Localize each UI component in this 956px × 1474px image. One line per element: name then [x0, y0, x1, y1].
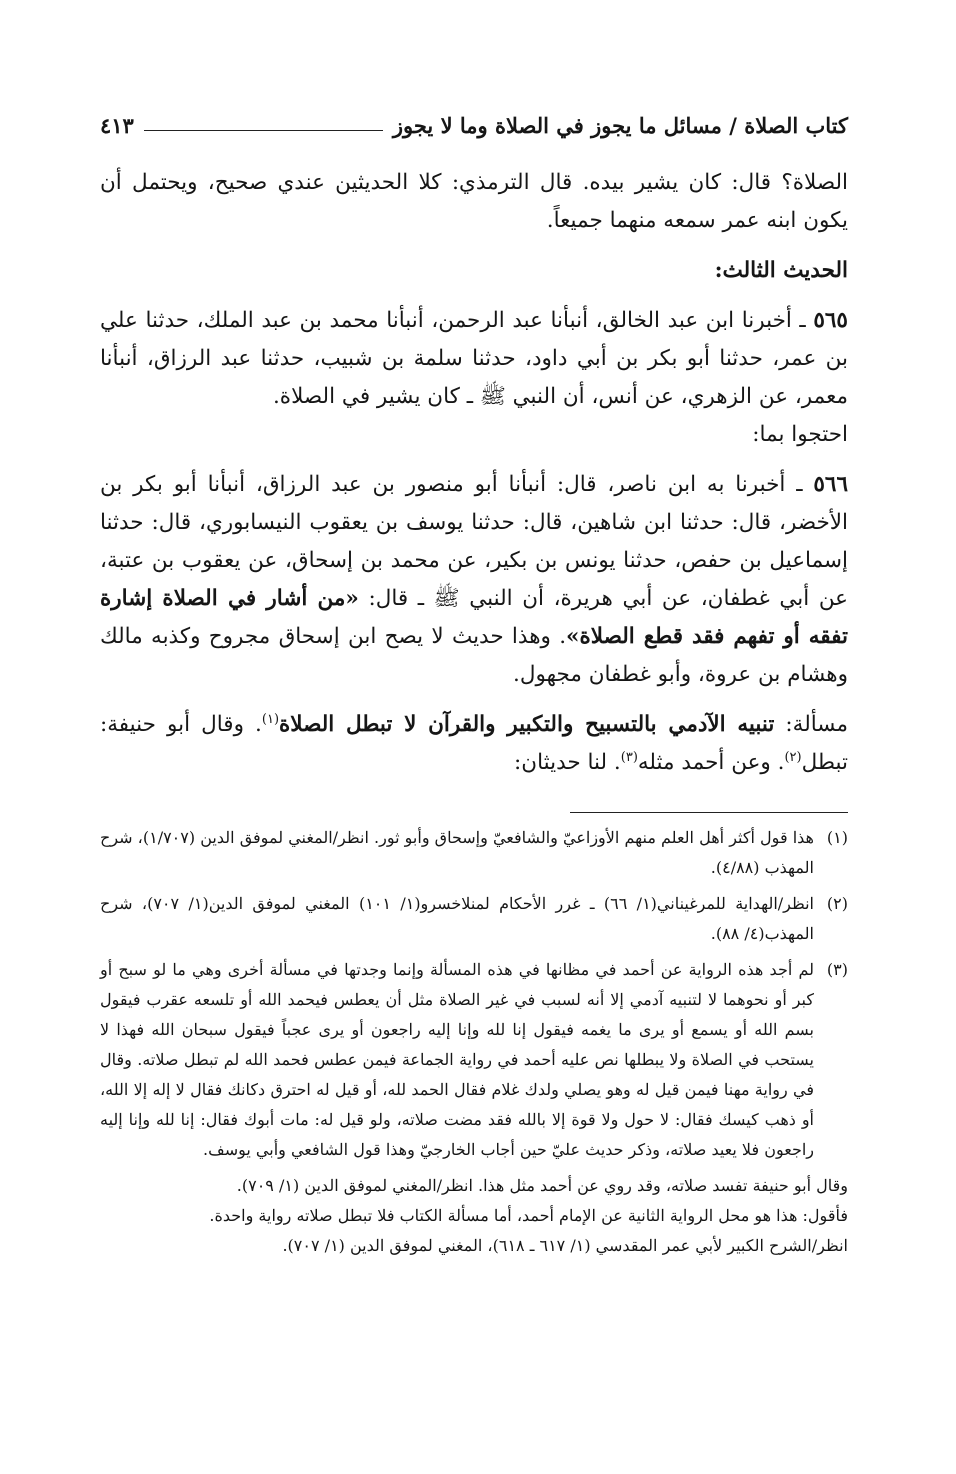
footnote-continuation: انظر/الشرح الكبير لأبي عمر المقدسي (١/ ٦١٧ ـ ٦١٨)، المغني لموفق الدين (١/ ٧٠٧).	[282, 1236, 848, 1255]
hadith-quote: «من أشار في الصلاة إشارة تفقه أو تفهم فقد قطع الصلاة»	[100, 586, 848, 649]
hadith-number: ٥٦٦	[813, 472, 849, 497]
header-title: كتاب الصلاة / مسائل ما يجوز في الصلاة وما لا يجوز	[392, 113, 848, 138]
footnote	[100, 889, 848, 949]
section-heading: الحديث الثالث:	[714, 258, 848, 283]
masala-paragraph	[100, 706, 848, 782]
ihtajju-label: احتجوا بما:	[752, 422, 848, 447]
footnote-number: (١)	[826, 828, 848, 847]
masala-text: . وقال أبو حنيفة: تبطل	[100, 712, 848, 775]
book-page	[100, 108, 848, 1261]
hadith-565	[100, 302, 848, 454]
footnote-text: هذا قول أكثر أهل العلم منهم الأوزاعيّ والشافعيّ وإسحاق وأبو ثور. انظر/المغني لموفق الدين (١/٧٠٧)، شرح المهذب (٤/٨٨).	[100, 828, 814, 877]
footnote-continuation: وقال أبو حنيفة تفسد صلاته، وقد روي عن أحمد مثل هذا. انظر/المغني لموفق الدين (١/ ٧٠٩).	[236, 1176, 848, 1195]
footnotes	[100, 823, 848, 1261]
hadith-commentary: . وهذا حديث لا يصح ابن إسحاق مجروح وكذبه مالك وهشام بن عروة، وأبو غطفان مجهول.	[100, 624, 848, 687]
masala-text: . لنا حديثان:	[514, 750, 621, 775]
main-text	[100, 164, 848, 782]
masala-ruling: تنبيه الآدمي بالتسبيح والتكبير والقرآن لا تبطل الصلاة	[279, 712, 775, 737]
footnote-ref: (٣)	[620, 749, 638, 765]
footnote	[100, 955, 848, 1165]
hadith-number: ٥٦٥	[813, 308, 848, 333]
footnote-number: (٣)	[826, 960, 848, 979]
footnote-number: (٢)	[826, 894, 848, 913]
header-rule	[144, 130, 383, 131]
masala-text: . وعن أحمد مثله	[637, 750, 785, 775]
footnote-continuation: فأقول: هذا هو محل الرواية الثانية عن الإمام أحمد، أما مسألة الكتاب فلا تبطل صلاته رواية واحدة.	[209, 1206, 848, 1225]
running-header	[100, 108, 848, 138]
footnote	[100, 823, 848, 883]
hadith-566	[100, 466, 848, 694]
footnote-text: لم أجد هذه الرواية عن أحمد في مظانها في هذه المسألة وإنما وجدتها في مسألة أخرى وهي ما لو سبح أو كبر أو نحوهما لا لتنبيه آدمي إلا أنه لسبب في غير الصلاة مثل أن يعطس فيحمد الله أو تلسعه عقرب فيقول بسم الله أو يسمع أو يرى ما يغمه فيقول إنا لله وإنا إليه راجعون أو يرى عجباً فيقول سبحان الله فهذا لا يستحب في الصلاة ولا يبطلها نص عليه أحمد في رواية الجماعة فيمن عطس فحمد الله لم تبطل صلاته. وقال في رواية مهنا فيمن قيل له وهو يصلي ولدك غلام فقال الحمد لله، أو قيل له احترق دكانك فقال لا إله إلا الله، أو ذهب كيسك فقال: لا حول ولا قوة إلا بالله فقد مضت صلاته، ولو قيل له: مات أبوك فقال: إنا لله وإنا إليه راجعون فلا يعيد صلاته، وذكر حديث عليّ حين أجاب الخارجيّ وهذا قول الشافعي وأبي يوسف.	[100, 960, 815, 1159]
page-number: ٤١٣	[100, 113, 134, 138]
footnote-ref: (١)	[261, 711, 280, 727]
hadith-text: ـ أخبرنا ابن عبد الخالق، أنبأنا عبد الرحمن، أنبأنا محمد بن عبد الملك، حدثنا علي بن عمر، حدثنا أبو بكر بن أبي داود، حدثنا سلمة بن شبيب، حدثنا عبد الرزاق، أنبأنا معمر، عن الزهري، عن أنس، أن النبي ﷺ ـ كان يشير في الصلاة.	[100, 308, 848, 409]
footnote-ref: (٢)	[784, 749, 802, 765]
footnote-separator	[570, 812, 848, 813]
footnote-text: انظر/الهداية للمرغيناني(١/ ٦٦) ـ غرر الأحكام لمنلاخسرو(١/ ١٠١) المغني لموفق الدين(١/ ٧٠٧)، شرح المهذب(٤/ ٨٨).	[100, 894, 815, 943]
hadith-text: ـ أخبرنا به ابن ناصر، قال: أنبأنا أبو منصور بن عبد الرزاق، أنبأنا أبو بكر بن الأخضر، قال: حدثنا ابن شاهين، قال: حدثنا يوسف بن يعقوب النيسابوري، قال: حدثنا إسماعيل بن حفص، حدثنا يونس بن بكير، عن محمد بن إسحاق، عن يعقوب بن عتبة، عن أبي غطفان، عن أبي هريرة، أن النبي ﷺ ـ قال:	[100, 472, 849, 611]
masala-label: مسألة:	[785, 712, 848, 737]
paragraph-continuation: الصلاة؟ قال: كان يشير بيده. قال الترمذي: كلا الحديثين عندي صحيح، ويحتمل أن يكون ابنه عمر سمعه منهما جميعاً.	[100, 170, 848, 233]
